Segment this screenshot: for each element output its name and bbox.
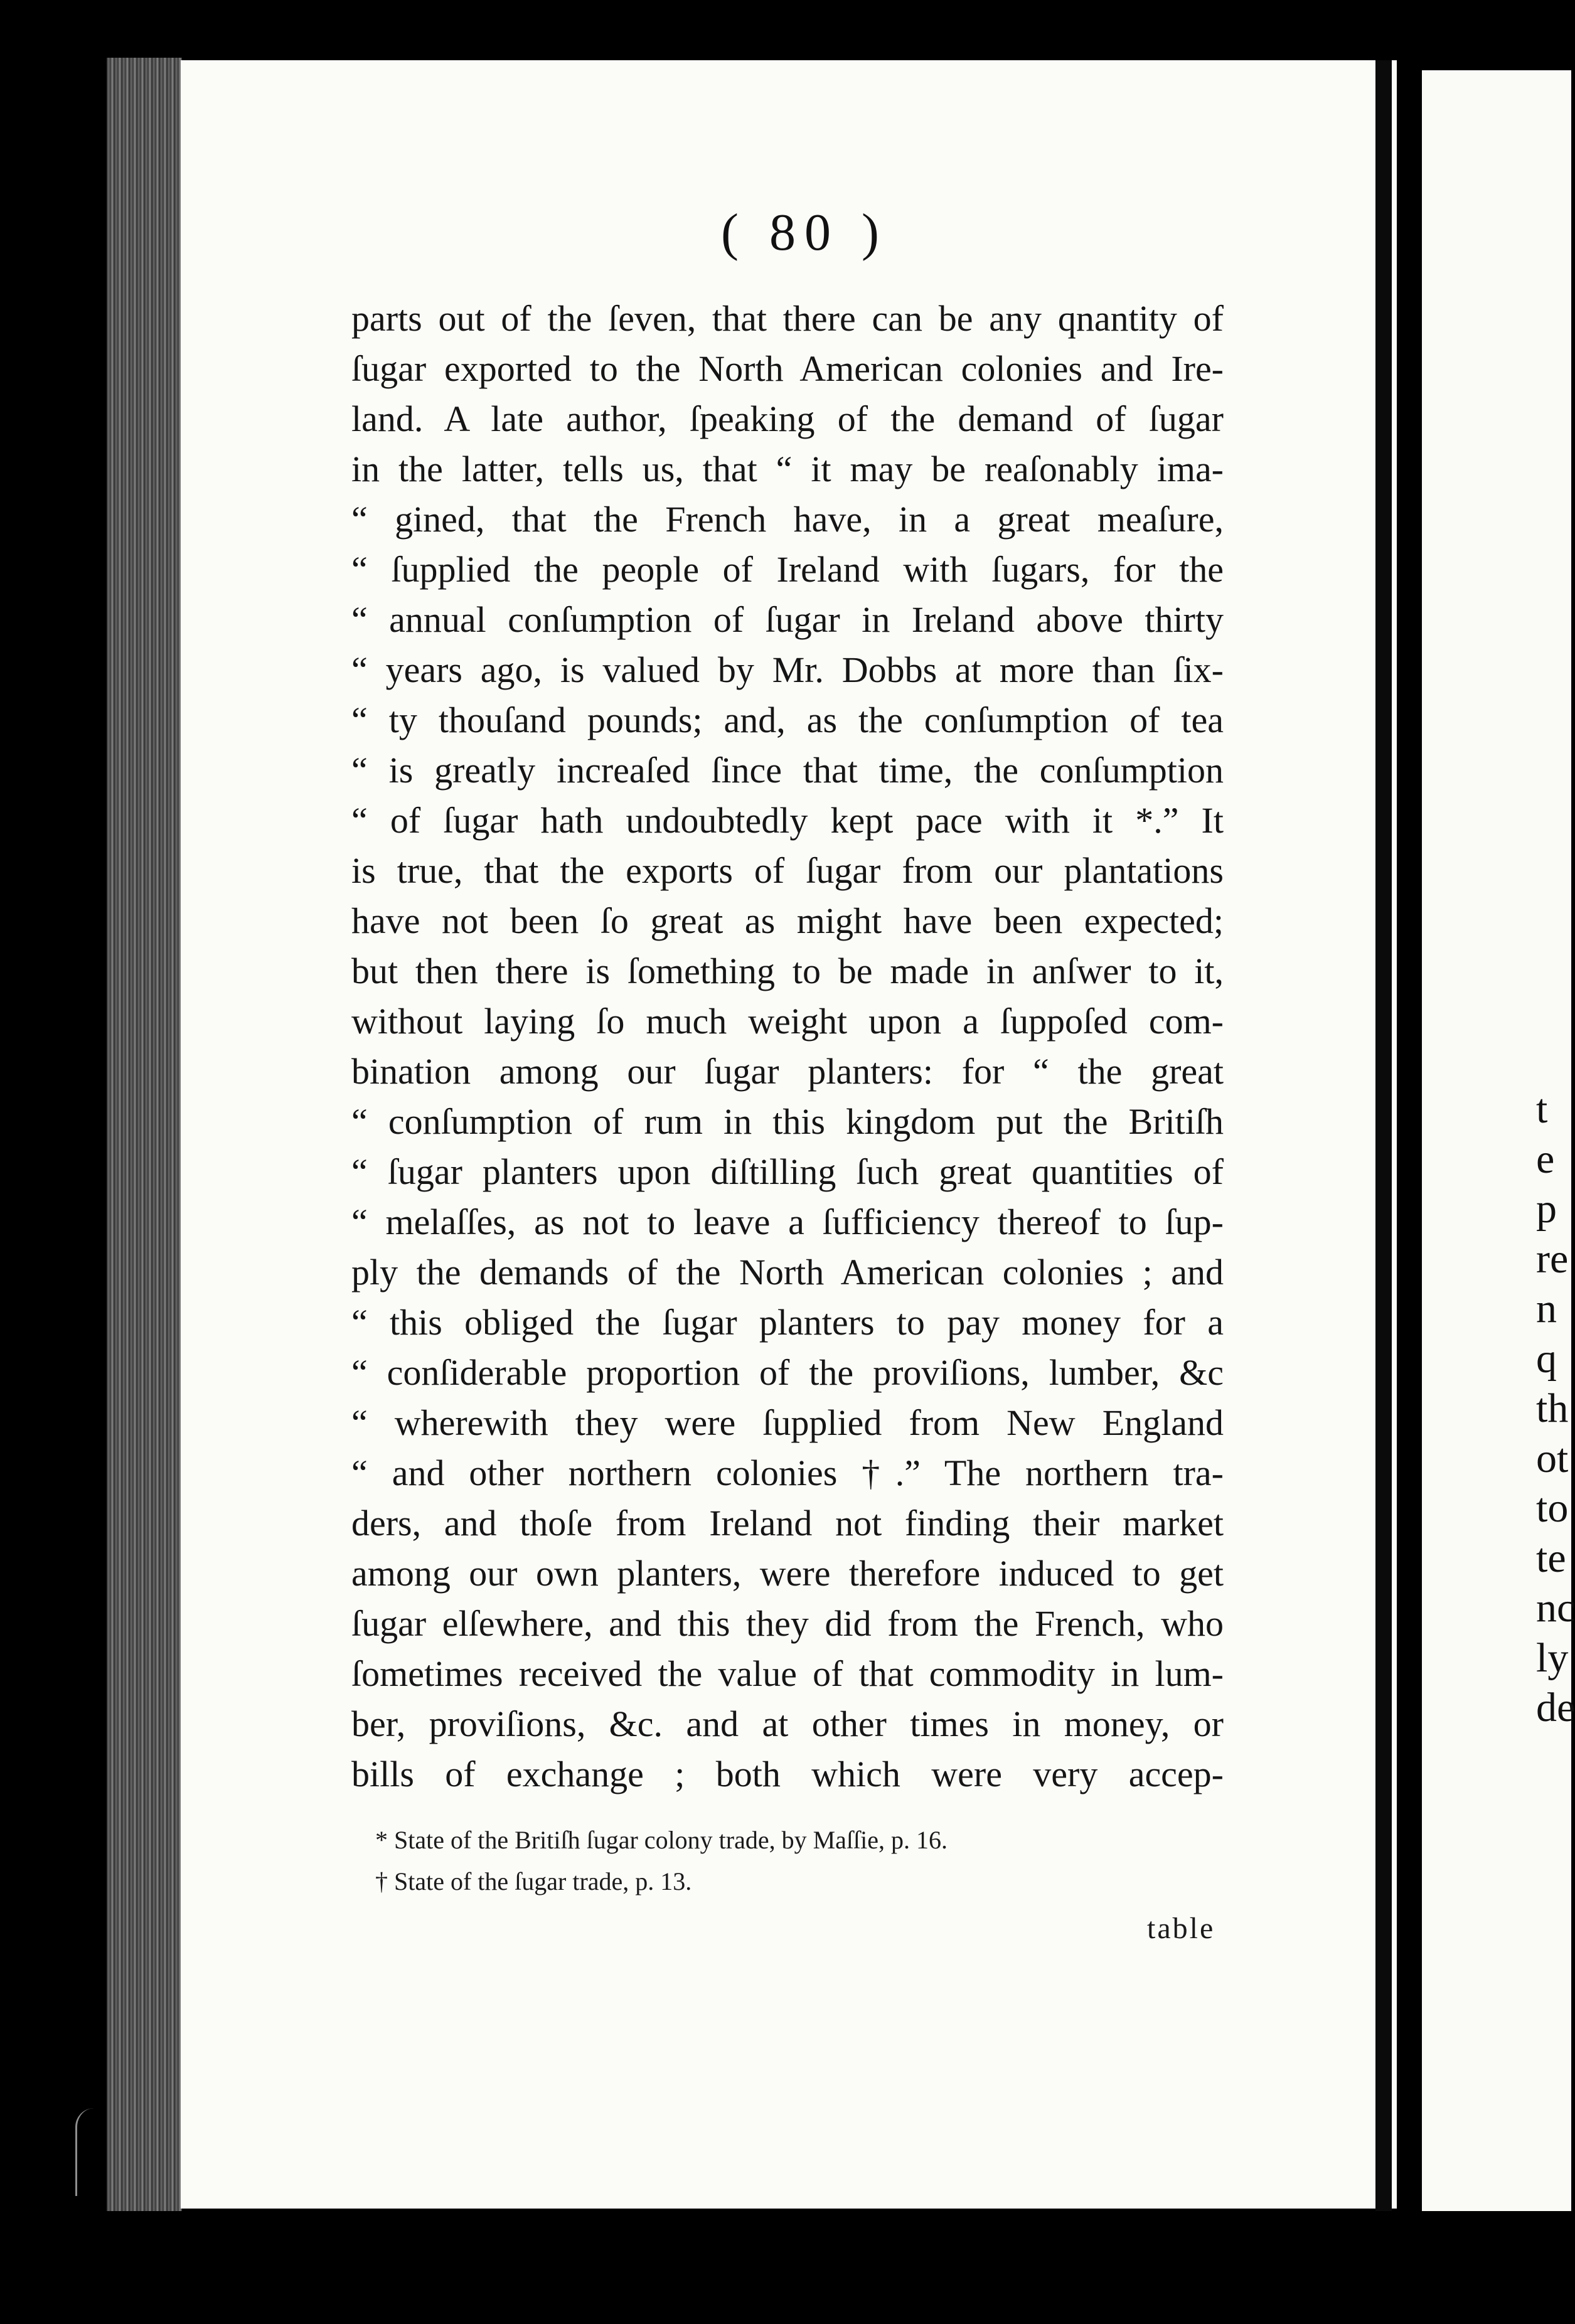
footnotes <box>375 1820 1191 1902</box>
text-line: ders, and thoſe from Ireland not finding their market <box>351 1503 1224 1543</box>
text-line: bination among our ſugar planters: for “ the great <box>351 1051 1224 1092</box>
facing-page-fragment: q <box>1536 1335 1557 1382</box>
facing-page-fragment: to <box>1536 1485 1569 1531</box>
book-gutter <box>1375 60 1392 2212</box>
facing-page-fragment: ly <box>1536 1634 1569 1681</box>
text-line: “ is greatly increaſed ſince that time, the conſumption <box>351 750 1224 791</box>
text-line: is true, that the exports of ſugar from our plantations <box>351 850 1224 891</box>
text-line: bills of exchange ; both which were very accep- <box>351 1754 1224 1794</box>
facing-page-fragment: re <box>1536 1235 1569 1282</box>
text-line: parts out of the ſeven, that there can be any qnantity of <box>351 298 1224 339</box>
page-number: ( 80 ) <box>721 203 888 262</box>
scan-background <box>0 2211 1571 2324</box>
text-line: “ ty thouſand pounds; and, as the conſumption of tea <box>351 700 1224 740</box>
body-text <box>351 294 1224 1799</box>
text-line: “ ſupplied the people of Ireland with ſugars, for the <box>351 549 1224 590</box>
text-line: in the latter, tells us, that “ it may be reaſonably ima- <box>351 449 1224 489</box>
scan-artifact <box>75 2108 102 2196</box>
footnote: † State of the ſugar trade, p. 13. <box>375 1867 692 1895</box>
facing-page-fragment: de <box>1536 1685 1575 1730</box>
book-edge <box>107 58 182 2211</box>
text-line: “ of ſugar hath undoubtedly kept pace with it *.” It <box>351 800 1224 841</box>
facing-page-fragment: p <box>1536 1186 1557 1232</box>
facing-page-fragment: t <box>1536 1086 1548 1132</box>
facing-page-fragment: te <box>1536 1535 1566 1581</box>
text-line: ſugar elſewhere, and this they did from the French, who <box>351 1603 1224 1644</box>
text-line: “ conſiderable proportion of the proviſions, lumber, &c <box>351 1352 1224 1393</box>
text-line: “ years ago, is valued by Mr. Dobbs at more than ſix- <box>351 649 1224 690</box>
text-line: “ ſugar planters upon diſtilling ſuch great quantities of <box>351 1151 1224 1192</box>
text-line: ſugar exported to the North American colonies and Ire- <box>351 348 1224 389</box>
text-line: land. A late author, ſpeaking of the demand of ſugar <box>351 398 1224 439</box>
text-line: without laying ſo much weight upon a ſuppoſed com- <box>351 1001 1224 1042</box>
text-line: ber, proviſions, &c. and at other times in money, or <box>351 1703 1224 1744</box>
facing-page-fragment: th <box>1536 1385 1569 1431</box>
facing-page-fragment: n <box>1536 1286 1557 1331</box>
text-line: “ this obliged the ſugar planters to pay money for a <box>351 1302 1224 1343</box>
text-line: ſometimes received the value of that commodity in lum- <box>351 1653 1224 1694</box>
text-line: “ and other northern colonies †.” The northern tra- <box>351 1452 1224 1493</box>
text-line: “ conſumption of rum in this kingdom put the Britiſh <box>351 1101 1224 1142</box>
facing-page-fragment: e <box>1536 1136 1555 1182</box>
facing-page-fragment: ot <box>1536 1435 1569 1481</box>
text-line: ply the demands of the North American colonies ; and <box>351 1252 1224 1293</box>
text-line: “ wherewith they were ſupplied from New England <box>351 1402 1224 1443</box>
text-line: have not been ſo great as might have been expected; <box>351 900 1224 941</box>
footnote: * State of the Britiſh ſugar colony trade, by Maſſie, p. 16. <box>375 1826 948 1854</box>
text-line: “ annual conſumption of ſugar in Ireland above thirty <box>351 599 1224 640</box>
catchword: table <box>1147 1912 1215 1945</box>
text-line: among our own planters, were therefore induced to get <box>351 1553 1224 1594</box>
text-line: “ gined, that the French have, in a great meaſure, <box>351 499 1224 540</box>
text-line: “ melaſſes, as not to leave a ſufficiency thereof to ſup- <box>351 1202 1224 1242</box>
text-line: but then there is ſomething to be made in anſwer to it, <box>351 951 1224 991</box>
facing-page-fragment: nc <box>1536 1585 1575 1631</box>
